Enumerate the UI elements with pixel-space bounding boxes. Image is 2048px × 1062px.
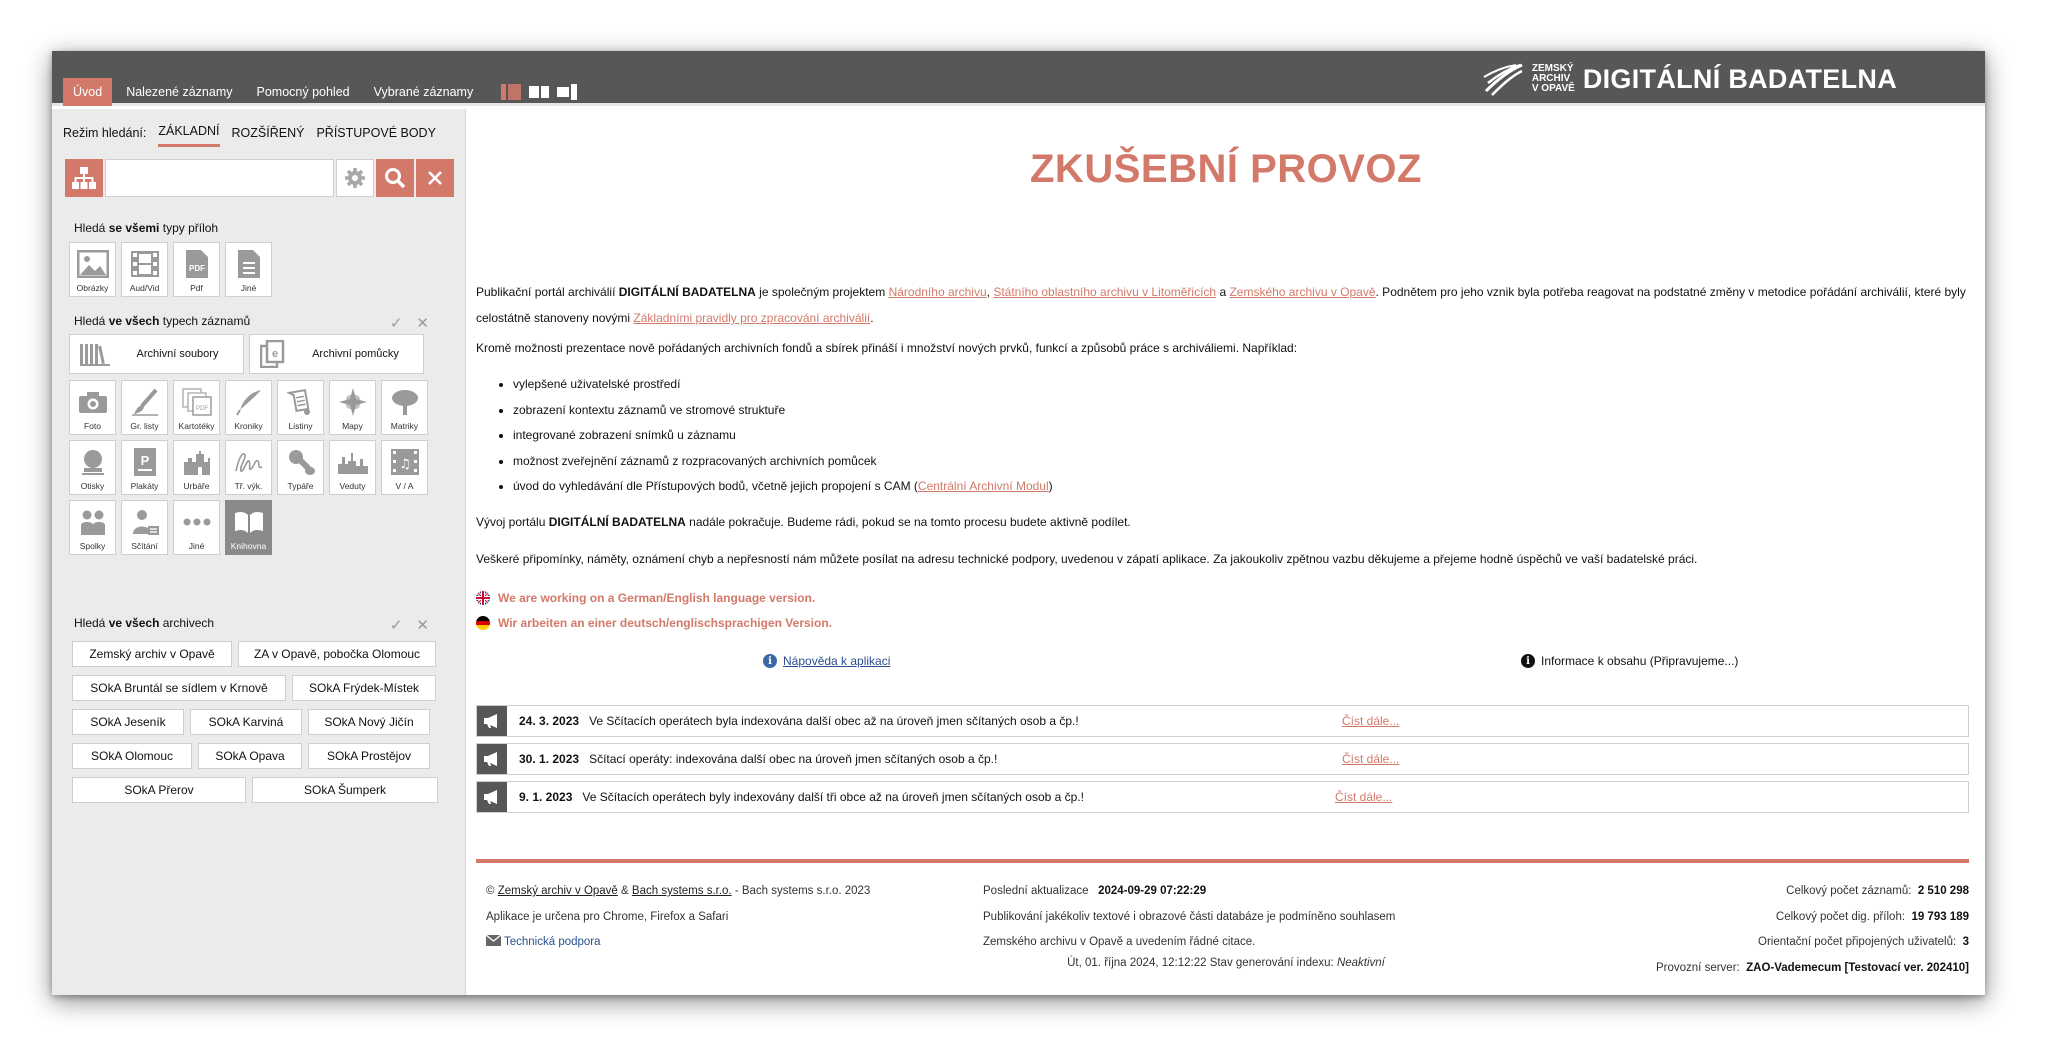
brand-title: DIGITÁLNÍ BADATELNA [1582, 63, 1897, 94]
hierarchy-icon [72, 167, 96, 189]
type-tr-vyk[interactable]: Tř. výk. [225, 440, 272, 495]
svg-text:♫: ♫ [398, 457, 411, 472]
archive-soka-jesenik[interactable]: SOkA Jeseník [72, 709, 184, 735]
megaphone-icon [477, 744, 507, 774]
read-more-link[interactable]: Číst dále... [1342, 752, 1400, 766]
list-item: • zobrazení kontextu záznamů ve stromové struktuře [513, 398, 1053, 424]
german-flag-icon [476, 616, 490, 630]
list-item: • možnost zveřejnění záznamů z rozpracovaných archivních pomůcek [513, 449, 1053, 475]
link-zakladni-pravidla[interactable]: Základními pravidly pro zpracování archiválií [633, 311, 871, 325]
footer-link-za-opava[interactable]: Zemský archiv v Opavě [497, 885, 618, 897]
more-dots-icon [182, 517, 212, 527]
app-window [52, 51, 1985, 995]
type-plakaty[interactable]: P Plakáty [121, 440, 168, 495]
hierarchy-button[interactable] [65, 159, 103, 197]
support-link[interactable]: Technická podpora [486, 930, 870, 956]
search-icon [384, 167, 406, 189]
nav-uvod[interactable]: Úvod [63, 78, 112, 106]
footer-left: © Zemský archiv v Opavě & Bach systems s.r.o. - Bach systems s.r.o. 2023 Aplikace je určena pro Chrome, Firefox a Safari Technická podpora [486, 879, 870, 956]
archive-soka-karvina[interactable]: SOkA Karviná [190, 709, 302, 735]
archive-shelf-icon [80, 342, 110, 366]
nav-nalezene-zaznamy[interactable]: Nalezené záznamy [126, 85, 233, 99]
brand-archive-name: ZEMSKÝ ARCHIV V OPAVĚ [1531, 63, 1575, 94]
camera-icon [78, 390, 108, 414]
link-narodni-archiv[interactable]: Národního archivu [888, 285, 987, 299]
wing-logo-icon [1482, 61, 1524, 97]
attachment-pdf[interactable]: PDF Pdf [173, 242, 220, 297]
type-archivni-pomucky[interactable]: e Archivní pomůcky [249, 334, 424, 374]
info-icon: i [763, 654, 777, 668]
person-list-icon [130, 508, 160, 536]
type-matriky[interactable]: Matriky [381, 380, 428, 435]
attachment-jine[interactable]: Jiné [225, 242, 272, 297]
scroll-icon [287, 388, 315, 416]
type-gr-listy[interactable]: Gr. listy [121, 380, 168, 435]
finding-aid-icon [260, 340, 286, 368]
read-more-link[interactable]: Číst dále... [1335, 790, 1393, 804]
features-intro: Kromě možnosti prezentace nově pořádaných archivních fondů a sbírek přináší i množství nových prvků, funkcí a způsobů práce s archiváliemi. Například: [476, 341, 1298, 355]
type-kroniky[interactable]: Kroniky [225, 380, 272, 435]
footer-divider [476, 859, 1969, 863]
clear-archives-icon[interactable]: ✕ [416, 617, 429, 634]
list-item: • vylepšené uživatelské prostředí [513, 372, 1053, 398]
gear-icon [344, 167, 366, 189]
signature-icon [233, 449, 265, 475]
status-line: Út, 01. října 2024, 12:12:22 Stav generování indexu: Neaktivní [1067, 957, 1385, 969]
main-nav [63, 78, 577, 106]
news-item: 24. 3. 2023 Ve Sčítacích operátech byla indexována další obec až na úroveň jmen sčítaných osob a čp.! Číst dále... [476, 705, 1969, 737]
clear-types-icon[interactable]: ✕ [416, 315, 429, 332]
attachment-audvid[interactable]: Aud/Vid [121, 242, 168, 297]
news-item: 9. 1. 2023 Ve Sčítacích operátech byly indexovány další tři obce až na úroveň jmen sčítaných osob a čp.! Číst dále... [476, 781, 1969, 813]
nav-pomocny-pohled[interactable]: Pomocný pohled [256, 85, 350, 99]
castle-icon [182, 448, 212, 476]
svg-text:e: e [271, 348, 279, 360]
archive-za-olomouc[interactable]: ZA v Opavě, pobočka Olomouc [238, 641, 436, 667]
link-za-opava[interactable]: Zemského archivu v Opavě [1229, 285, 1376, 299]
link-cam[interactable]: Centrální Archivní Modul [917, 479, 1049, 493]
archive-soka-novy-jicin[interactable]: SOkA Nový Jičín [308, 709, 430, 735]
close-icon [427, 170, 443, 186]
film-icon [130, 250, 160, 278]
archive-soka-sumperk[interactable]: SOkA Šumperk [252, 777, 438, 803]
attachment-obrazky[interactable]: Obrázky [69, 242, 116, 297]
poster-icon [133, 447, 157, 477]
attachments-heading: Hledá se všemi typy příloh [74, 221, 219, 235]
compass-rose-icon [338, 387, 368, 417]
clear-search-button[interactable] [416, 159, 454, 197]
link-soa-litomerice[interactable]: Státního oblastního archivu v Litoměřicích [993, 285, 1217, 299]
lang-notice-de: Wir arbeiten an einer deutsch/englischsprachigen Version. [476, 616, 832, 630]
select-all-archives-icon[interactable]: ✓ [389, 617, 403, 634]
quill-icon [234, 388, 264, 416]
intro-paragraph: Publikační portál archiválií DIGITÁLNÍ BADATELNA je společným projektem Národního archivu, Státního oblastního archivu v Litoměřicích a Zemského archivu v Opavě. Podnětem pro jeho vznik byla potřeba reagovat na podstatné změny v metodice pořádání archiválií, které byly celostátně stanoveny novými Základními pravidly pro zpracování archiválií. [476, 285, 1966, 325]
type-typare[interactable]: Typáře [277, 440, 324, 495]
cityscape-icon [337, 449, 369, 475]
footer-middle: Poslední aktualizace 2024-09-29 07:22:29 Publikování jakékoliv textové i obrazové části databáze je podmíněno souhlasem Zemského archivu v Opavě a uvedením řádné citace. [983, 885, 1396, 948]
search-mode-row [63, 124, 436, 147]
svg-text:PDF: PDF [195, 406, 208, 412]
svg-text:PDF: PDF [188, 264, 205, 273]
features-list [513, 372, 1053, 500]
archive-soka-olomouc[interactable]: SOkA Olomouc [72, 743, 192, 769]
main-content [467, 109, 1985, 995]
brand-logo [1482, 61, 1897, 97]
record-types-heading: Hledá ve všech typech záznamů ✓ ✕ [74, 314, 429, 332]
type-foto[interactable]: Foto [69, 380, 116, 435]
tab-rozsireny[interactable]: ROZŠÍŘENÝ [231, 125, 305, 140]
page-title: ZKUŠEBNÍ PROVOZ [1030, 147, 1422, 191]
people-icon [78, 508, 108, 536]
megaphone-icon [477, 782, 507, 812]
type-urbare[interactable]: Urbáře [173, 440, 220, 495]
footer-link-bach[interactable]: Bach systems s.r.o. [631, 885, 732, 897]
search-sidebar [52, 109, 466, 995]
content-info: i Informace k obsahu (Připravujeme...) [1521, 654, 1738, 668]
help-link[interactable]: i Nápověda k aplikaci [763, 654, 890, 668]
type-jine[interactable]: Jiné [173, 500, 220, 555]
news-item: 30. 1. 2023 Sčítací operáty: indexována další obec na úroveň jmen sčítaných osob a čp.! Číst dále... [476, 743, 1969, 775]
layout-left-icon[interactable] [501, 84, 521, 100]
tab-pristupove-body[interactable]: PŘÍSTUPOVÉ BODY [316, 125, 436, 140]
search-input[interactable] [105, 159, 334, 197]
envelope-icon [486, 935, 501, 946]
type-veduty[interactable]: Veduty [329, 440, 376, 495]
cards-icon [182, 388, 212, 416]
brush-icon [130, 388, 160, 416]
archive-buttons [72, 641, 442, 811]
archive-soka-opava[interactable]: SOkA Opava [198, 743, 302, 769]
feedback-paragraph: Veškeré připomínky, náměty, oznámení chyb a nepřesností nám můžete posílat na adresu technické podpory, uvedenou v zápatí aplikace. Za jakoukoliv zpětnou vazbu děkujeme a přejeme hodně úspěchů ve vaší badatelské práci. [476, 552, 1698, 566]
open-book-icon [233, 509, 265, 535]
archive-za-opava[interactable]: Zemský archiv v Opavě [72, 641, 232, 667]
info-icon: i [1521, 654, 1535, 668]
select-all-types-icon[interactable]: ✓ [389, 315, 403, 332]
search-settings-button[interactable] [336, 159, 374, 197]
type-mapy[interactable]: Mapy [329, 380, 376, 435]
tree-icon [390, 388, 420, 416]
media-reel-icon [390, 448, 420, 476]
record-type-wide-tiles [69, 334, 469, 374]
type-kartoteky[interactable]: PDF Kartotéky [173, 380, 220, 435]
search-mode-label: Režim hledání: [63, 125, 147, 140]
footer-stats: Celkový počet záznamů: 2 510 298 Celkový počet dig. příloh: 19 793 189 Orientační počet připojených uživatelů: 3 Provozní server: ZAO-Vademecum [Testovací ver. 202410] [1656, 885, 1969, 974]
nav-vybrane-zaznamy[interactable]: Vybrané záznamy [373, 85, 474, 99]
attachment-tiles [69, 242, 469, 297]
pdf-file-icon [185, 249, 209, 279]
type-otisky[interactable]: Otisky [69, 440, 116, 495]
list-item: • úvod do vyhledávání dle Přístupových bodů, včetně jejich propojení s CAM (Centrální Archivní Modul) [513, 474, 1053, 500]
archive-soka-frydek-mistek[interactable]: SOkA Frýdek-Místek [292, 675, 436, 701]
svg-text:P: P [140, 453, 149, 468]
type-spolky[interactable]: Spolky [69, 500, 116, 555]
development-paragraph: Vývoj portálu DIGITÁLNÍ BADATELNA nadále pokračuje. Budeme rádi, pokud se na tomto procesu budete aktivně podílet. [476, 515, 1131, 529]
archives-heading: Hledá ve všech archivech ✓ ✕ [74, 616, 429, 634]
type-v-a[interactable]: ♫ V / A [381, 440, 428, 495]
type-knihovna[interactable]: Knihovna [225, 500, 272, 555]
seal-matrix-icon [286, 448, 316, 476]
search-button[interactable] [376, 159, 414, 197]
record-type-tiles [69, 380, 439, 555]
archive-soka-prerov[interactable]: SOkA Přerov [72, 777, 246, 803]
list-item: • integrované zobrazení snímků u záznamu [513, 423, 1053, 449]
type-archivni-soubory[interactable]: Archivní soubory [69, 334, 244, 374]
archive-soka-prostejov[interactable]: SOkA Prostějov [308, 743, 430, 769]
seal-stamp-icon [79, 448, 107, 476]
image-icon [77, 250, 109, 278]
megaphone-icon [477, 706, 507, 736]
search-bar [65, 159, 454, 197]
read-more-link[interactable]: Číst dále... [1342, 714, 1400, 728]
type-listiny[interactable]: Listiny [277, 380, 324, 435]
layout-right-icon[interactable] [557, 84, 577, 100]
file-icon [237, 249, 261, 279]
type-scitani[interactable]: Sčítání [121, 500, 168, 555]
archive-soka-bruntal[interactable]: SOkA Bruntál se sídlem v Krnově [72, 675, 286, 701]
lang-notice-en: We are working on a German/English language version. [476, 591, 815, 605]
top-bar [52, 51, 1985, 106]
uk-flag-icon [476, 591, 490, 605]
tab-zakladni[interactable]: ZÁKLADNÍ [158, 124, 219, 147]
layout-split-icon[interactable] [529, 84, 549, 100]
